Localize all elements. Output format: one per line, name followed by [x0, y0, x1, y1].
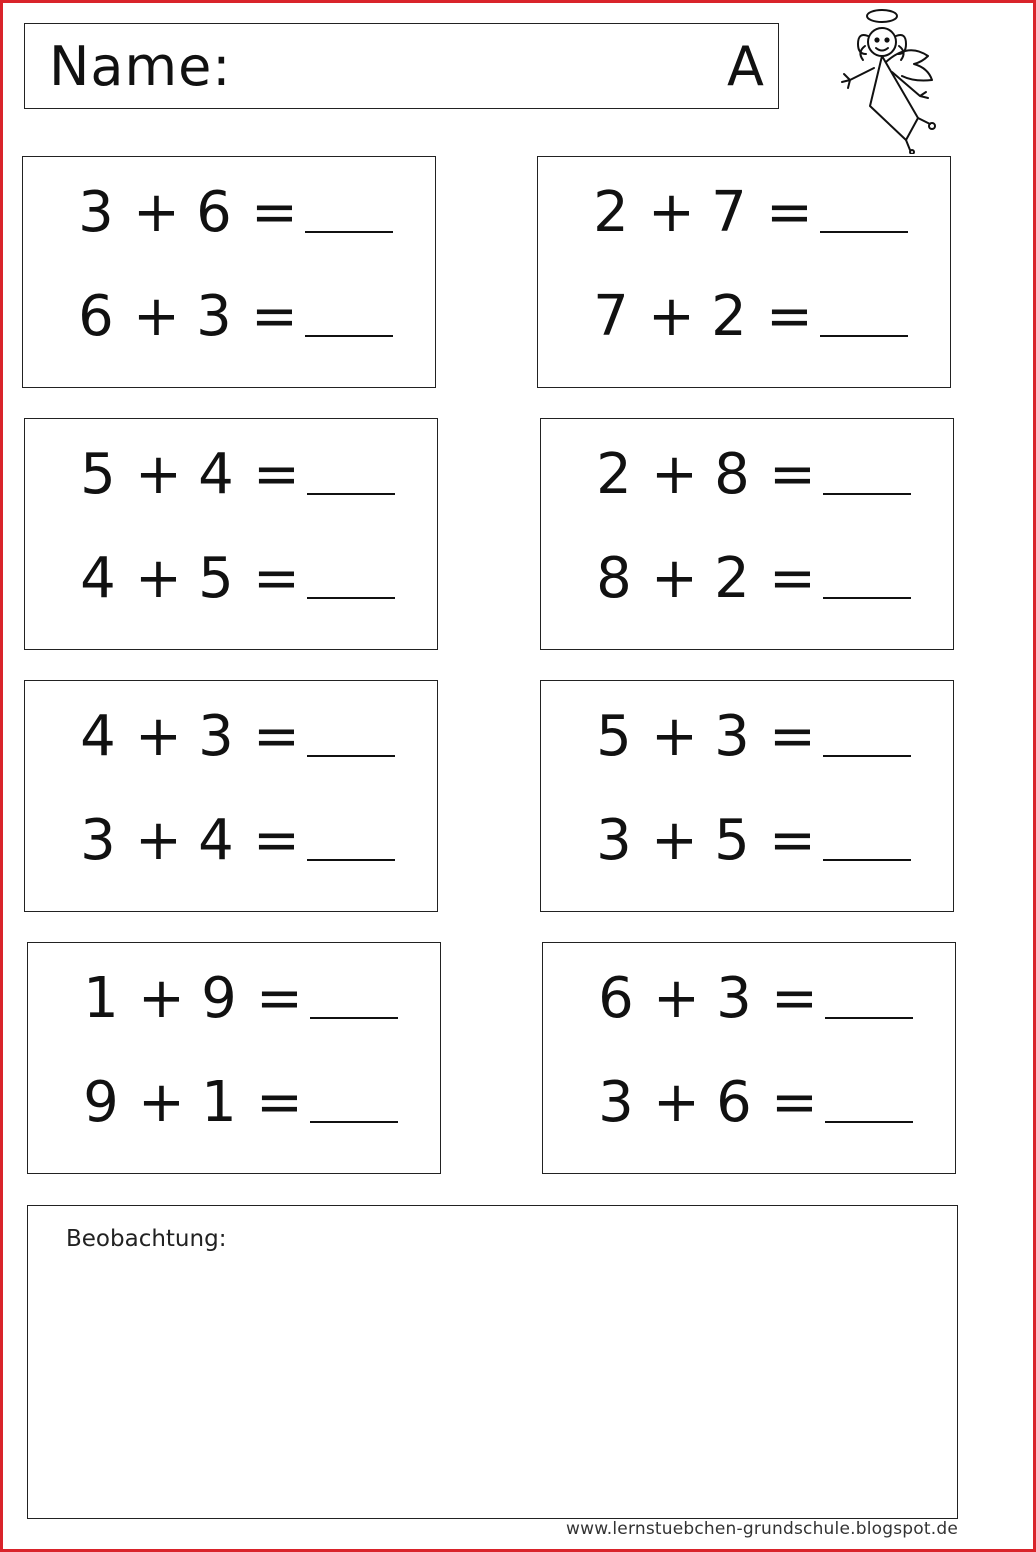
equation: [25, 433, 437, 517]
addend: 4: [198, 808, 234, 873]
addend: 5: [596, 704, 632, 769]
addition-task-2: [537, 156, 951, 388]
addend: 7: [593, 284, 629, 349]
plus-sign: +: [138, 966, 185, 1031]
addend: 6: [196, 180, 232, 245]
equals-sign: =: [253, 546, 300, 611]
equation: [23, 275, 435, 359]
addition-task-6: [540, 680, 954, 912]
plus-sign: +: [135, 442, 182, 507]
equals-sign: =: [769, 442, 816, 507]
equation: [28, 1061, 440, 1145]
footer-url: www.lernstuebchen-grundschule.blogspot.de: [566, 1519, 958, 1539]
plus-sign: +: [138, 1070, 185, 1135]
answer-blank[interactable]: [310, 1017, 398, 1019]
answer-blank[interactable]: [820, 231, 908, 233]
addend: 3: [198, 704, 234, 769]
answer-blank[interactable]: [823, 755, 911, 757]
equation: [543, 957, 955, 1041]
plus-sign: +: [653, 966, 700, 1031]
worksheet-version: A: [727, 35, 764, 98]
addend: 3: [78, 180, 114, 245]
addend: 3: [596, 808, 632, 873]
equals-sign: =: [256, 966, 303, 1031]
equals-sign: =: [771, 966, 818, 1031]
plus-sign: +: [133, 180, 180, 245]
plus-sign: +: [651, 546, 698, 611]
plus-sign: +: [133, 284, 180, 349]
addend: 5: [714, 808, 750, 873]
equation: [28, 957, 440, 1041]
addend: 8: [596, 546, 632, 611]
answer-blank[interactable]: [307, 597, 395, 599]
addend: 2: [596, 442, 632, 507]
plus-sign: +: [651, 442, 698, 507]
answer-blank[interactable]: [305, 231, 393, 233]
addend: 7: [711, 180, 747, 245]
equals-sign: =: [253, 808, 300, 873]
answer-blank[interactable]: [825, 1121, 913, 1123]
observation-label: Beobachtung:: [66, 1226, 227, 1252]
addend: 3: [714, 704, 750, 769]
equation: [25, 537, 437, 621]
equals-sign: =: [253, 442, 300, 507]
answer-blank[interactable]: [820, 335, 908, 337]
name-field[interactable]: [24, 23, 779, 109]
addend: 1: [83, 966, 119, 1031]
plus-sign: +: [135, 808, 182, 873]
answer-blank[interactable]: [307, 859, 395, 861]
addition-task-8: [542, 942, 956, 1174]
equals-sign: =: [256, 1070, 303, 1135]
addition-task-4: [540, 418, 954, 650]
addend: 9: [201, 966, 237, 1031]
equation: [543, 1061, 955, 1145]
plus-sign: +: [648, 180, 695, 245]
addition-task-7: [27, 942, 441, 1174]
addend: 2: [593, 180, 629, 245]
equals-sign: =: [766, 284, 813, 349]
equals-sign: =: [251, 180, 298, 245]
name-label: Name:: [49, 35, 232, 98]
equation: [25, 695, 437, 779]
addend: 5: [198, 546, 234, 611]
addend: 9: [83, 1070, 119, 1135]
observation-box[interactable]: [27, 1205, 958, 1519]
answer-blank[interactable]: [305, 335, 393, 337]
addend: 6: [78, 284, 114, 349]
addition-task-3: [24, 418, 438, 650]
equation: [25, 799, 437, 883]
equation: [538, 275, 950, 359]
answer-blank[interactable]: [307, 755, 395, 757]
addend: 4: [80, 704, 116, 769]
equals-sign: =: [771, 1070, 818, 1135]
addend: 5: [80, 442, 116, 507]
equation: [541, 433, 953, 517]
equation: [23, 171, 435, 255]
equals-sign: =: [251, 284, 298, 349]
equals-sign: =: [253, 704, 300, 769]
equals-sign: =: [769, 808, 816, 873]
answer-blank[interactable]: [823, 859, 911, 861]
plus-sign: +: [135, 546, 182, 611]
addend: 2: [714, 546, 750, 611]
plus-sign: +: [651, 808, 698, 873]
plus-sign: +: [653, 1070, 700, 1135]
equation: [541, 537, 953, 621]
plus-sign: +: [648, 284, 695, 349]
equation: [541, 799, 953, 883]
addend: 3: [716, 966, 752, 1031]
addend: 3: [598, 1070, 634, 1135]
angel-icon: [832, 2, 956, 154]
equation: [541, 695, 953, 779]
addend: 3: [80, 808, 116, 873]
addend: 3: [196, 284, 232, 349]
answer-blank[interactable]: [823, 493, 911, 495]
plus-sign: +: [651, 704, 698, 769]
addend: 6: [716, 1070, 752, 1135]
answer-blank[interactable]: [823, 597, 911, 599]
addend: 6: [598, 966, 634, 1031]
answer-blank[interactable]: [825, 1017, 913, 1019]
plus-sign: +: [135, 704, 182, 769]
equals-sign: =: [766, 180, 813, 245]
addend: 1: [201, 1070, 237, 1135]
equation: [538, 171, 950, 255]
addition-task-1: [22, 156, 436, 388]
answer-blank[interactable]: [310, 1121, 398, 1123]
equals-sign: =: [769, 546, 816, 611]
addend: 4: [198, 442, 234, 507]
answer-blank[interactable]: [307, 493, 395, 495]
addend: 4: [80, 546, 116, 611]
equals-sign: =: [769, 704, 816, 769]
addition-task-5: [24, 680, 438, 912]
addend: 8: [714, 442, 750, 507]
addend: 2: [711, 284, 747, 349]
